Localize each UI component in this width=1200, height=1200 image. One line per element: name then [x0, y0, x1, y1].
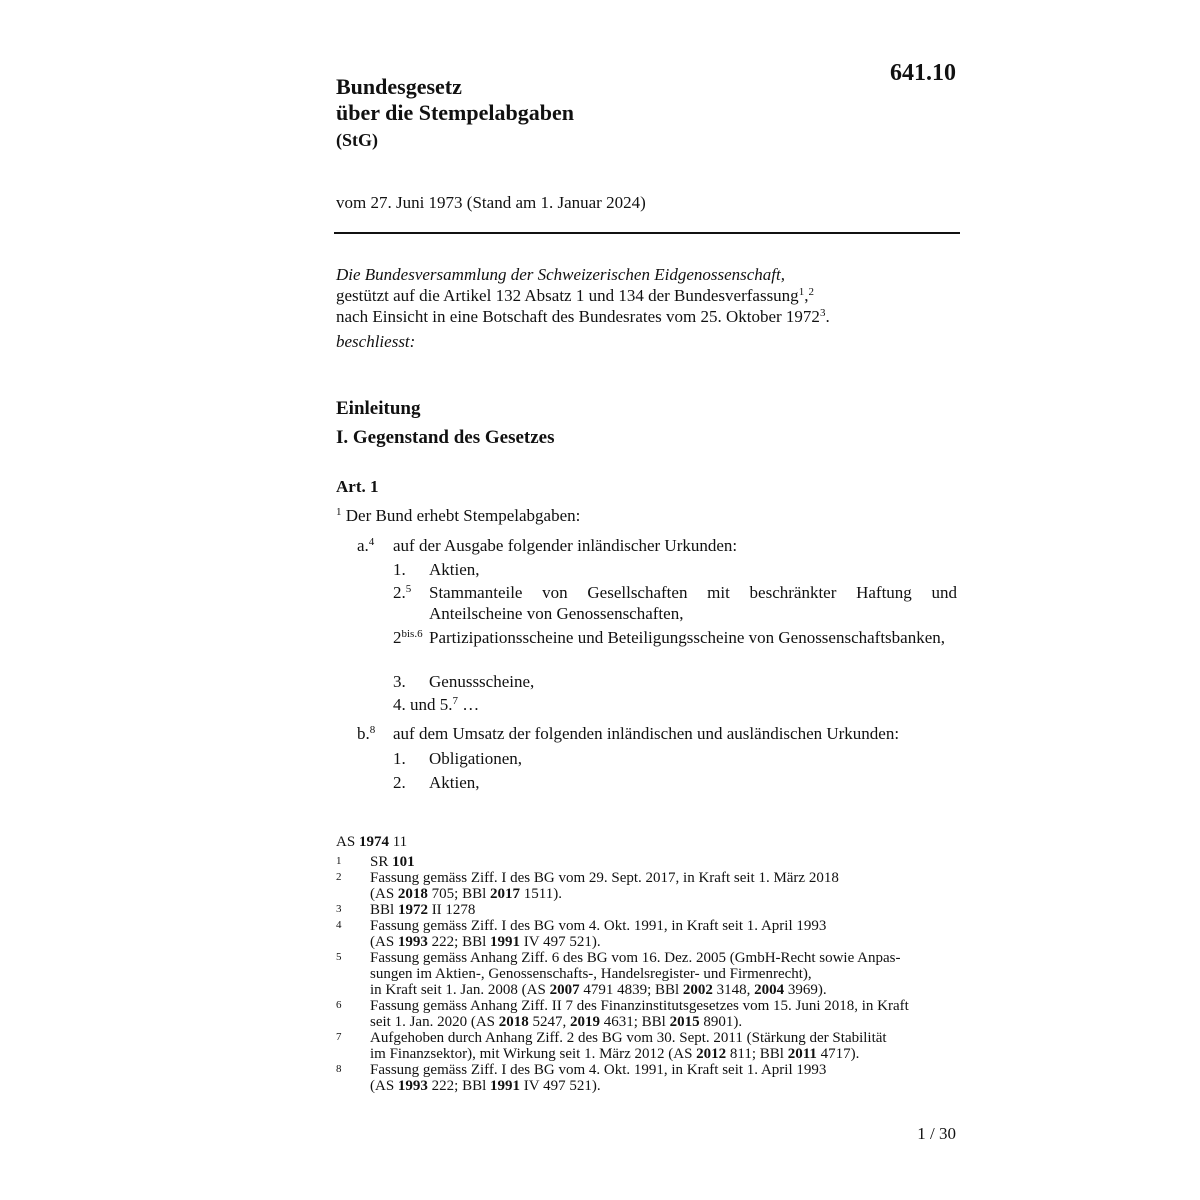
preamble [336, 264, 966, 352]
list-item-a [357, 535, 957, 557]
footnote-7 [336, 1030, 962, 1062]
list-item-a3 [393, 671, 957, 693]
footnote-number: 7 [336, 1031, 342, 1043]
article-1-paragraph-1: $^1$ Der Bund erhebt Stempelabgaben: [336, 506, 581, 525]
list-item-a1-label: 1. [393, 560, 406, 579]
list-item-b-text: auf dem Umsatz der folgenden inländischen und ausländischen Urkunden: [393, 724, 900, 743]
footnote-4 [336, 918, 962, 950]
list-item-a1 [393, 559, 957, 581]
law-abbreviation: (StG) [336, 130, 378, 150]
footnote-text: BBl 1972 II 1278 [370, 902, 476, 918]
header-divider [334, 232, 960, 234]
footnote-number: 3 [336, 903, 342, 915]
footnote-ref-5[interactable]: 5 [405, 583, 412, 595]
footnote-ref-7[interactable]: 7 [452, 695, 458, 707]
heading-article-1: Art. 1 [336, 477, 379, 496]
footnote-ref-3[interactable]: 3 [819, 307, 826, 319]
footnote-text: Fassung gemäss Anhang Ziff. II 7 des Finanzinstitutsgesetzes vom 15. Juni 2018, in Kraft seit 1. Jan. 2020 (AS 2018 5247, 2019 4631; BBl 2015 8901). [370, 998, 909, 1030]
list-item-a2-text: Stammanteile von Gesellschaften mit beschränkter Haftung und Anteilscheine von Genossenschaften, [429, 583, 957, 623]
heading-introduction: Einleitung [336, 398, 421, 419]
page-number: 1 / 30 [917, 1124, 956, 1143]
preamble-resolves: beschliesst: [336, 332, 416, 351]
footnote-number: 2 [336, 871, 342, 883]
list-item-a2bis-text: Partizipationsscheine und Beteiligungsscheine von Genossenschaftsbanken, [429, 628, 946, 647]
footnote-6 [336, 998, 962, 1030]
paragraph-number: 1 [336, 506, 342, 518]
footnote-ref-6[interactable]: 6 [417, 628, 423, 640]
footnote-text: SR 101 [370, 854, 415, 870]
footnote-ref-4[interactable]: 4 [368, 536, 375, 548]
list-item-b2-text: Aktien, [429, 773, 480, 792]
list-item-a1-text: Aktien, [429, 560, 480, 579]
footnote-8 [336, 1062, 962, 1094]
footnote-2 [336, 870, 962, 902]
footnote-ref-2[interactable]: 2 [808, 286, 814, 298]
footnote-text: Fassung gemäss Anhang Ziff. 6 des BG vom 16. Dez. 2005 (GmbH-Recht sowie Anpas- sungen im Aktien-, Genossenschafts-, Handelsregister- und Firmenrecht), in Kraft seit 1. Jan. 2008 (AS 2007 4791 4839; BBl 2002 3148, 2004 3969). [370, 950, 901, 998]
sr-number: 641.10 [890, 60, 956, 86]
list-item-a45: 4. und 5.$^7$ … [393, 695, 480, 714]
date-line: vom 27. Juni 1973 (Stand am 1. Januar 2024) [336, 193, 646, 212]
preamble-intro: Die Bundesversammlung der Schweizerischen Eidgenossenschaft, [336, 265, 785, 284]
law-title-line-1: Bundesgesetz [336, 74, 462, 99]
list-item-b1 [393, 748, 957, 770]
footnote-number: 1 [336, 855, 342, 867]
law-title [336, 74, 574, 126]
list-item-a2bis [393, 627, 957, 671]
footnote-number: 8 [336, 1063, 342, 1075]
list-item-a-label: a.$^4$ [357, 536, 375, 555]
footnotes [336, 854, 962, 1094]
list-item-b2-label: 2. [393, 773, 406, 792]
footnote-ref-1[interactable]: 1 [798, 286, 805, 298]
preamble-message: nach Einsicht in eine Botschaft des Bundesrates vom 25. Oktober 1972$^3$. [336, 307, 830, 326]
footnote-number: 5 [336, 951, 342, 963]
preamble-basis: gestützt auf die Artikel 132 Absatz 1 und 134 der Bundesverfassung$^1$,$^2$ [336, 286, 814, 305]
list-item-b [357, 723, 957, 745]
list-item-b1-label: 1. [393, 749, 406, 768]
list-item-a2-label: 2.$^5$ [393, 583, 412, 602]
list-item-a2 [393, 582, 957, 626]
list-item-a2bis-label: $2^{bis.6}$ [393, 628, 423, 647]
list-item-a3-label: 3. [393, 672, 406, 691]
as-reference: AS 1974 11 [336, 834, 408, 850]
footnote-5 [336, 950, 962, 998]
footnote-3 [336, 902, 962, 918]
list-item-a3-text: Genussscheine, [429, 672, 535, 691]
list-item-b-label: b.$^8$ [357, 724, 376, 743]
footnote-text: Fassung gemäss Ziff. I des BG vom 4. Okt. 1991, in Kraft seit 1. April 1993 (AS 1993 222; BBl 1991 IV 497 521). [370, 1062, 827, 1094]
list-item-b2 [393, 772, 957, 794]
footnote-text: Fassung gemäss Ziff. I des BG vom 29. Sept. 2017, in Kraft seit 1. März 2018 (AS 2018 705; BBl 2017 1511). [370, 870, 839, 902]
footnote-number: 4 [336, 919, 342, 931]
law-title-line-2: über die Stempelabgaben [336, 100, 574, 125]
list-item-a-text: auf der Ausgabe folgender inländischer Urkunden: [393, 536, 738, 555]
list-item-b1-text: Obligationen, [429, 749, 523, 768]
footnote-text: Fassung gemäss Ziff. I des BG vom 4. Okt. 1991, in Kraft seit 1. April 1993 (AS 1993 222; BBl 1991 IV 497 521). [370, 918, 827, 950]
heading-section-1: I. Gegenstand des Gesetzes [336, 427, 555, 448]
footnote-text: Aufgehoben durch Anhang Ziff. 2 des BG vom 30. Sept. 2011 (Stärkung der Stabilität im Finanzsektor), mit Wirkung seit 1. März 2012 (AS 2012 811; BBl 2011 4717). [370, 1030, 887, 1062]
footnote-1 [336, 854, 962, 870]
footnote-ref-8[interactable]: 8 [369, 724, 376, 736]
footnote-number: 6 [336, 999, 342, 1011]
